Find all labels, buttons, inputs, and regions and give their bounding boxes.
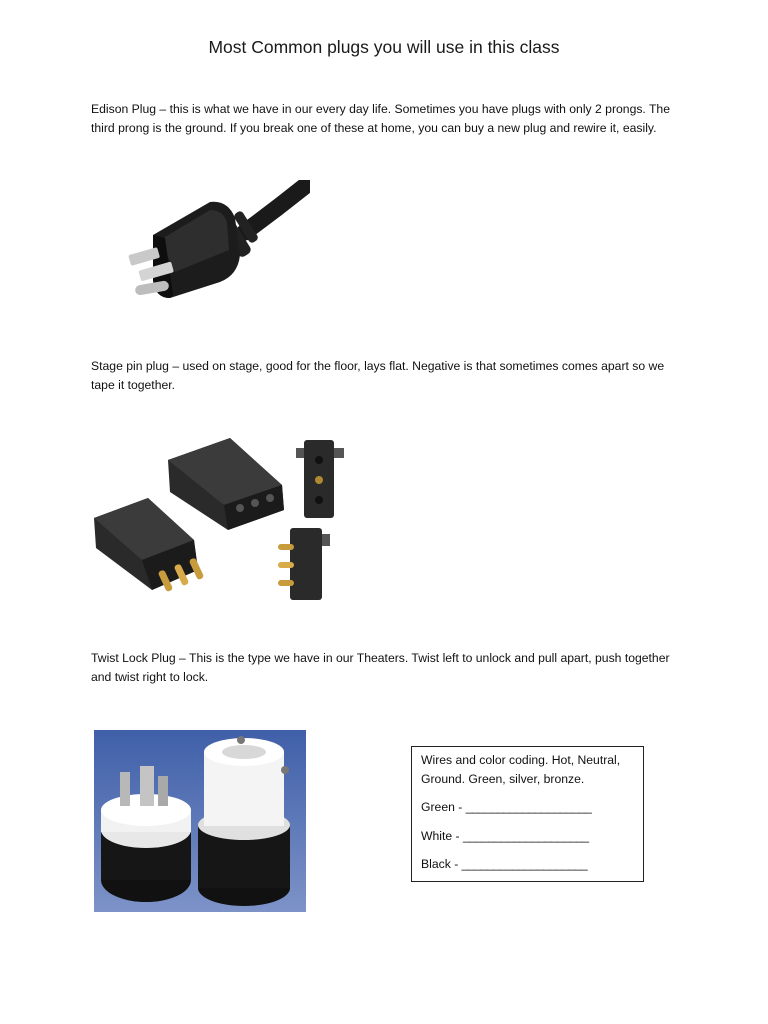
black-wire-label: Black - xyxy=(421,857,459,871)
wires-intro-text: Wires and color coding. Hot, Neutral, Ground. Green, silver, bronze. xyxy=(421,753,621,786)
page-title: Most Common plugs you will use in this class xyxy=(208,37,560,57)
twist-lock-plug-image xyxy=(94,730,306,912)
stage-pin-plug-image xyxy=(90,430,360,610)
black-wire-line xyxy=(421,855,633,874)
edison-plug-text: Edison Plug – this is what we have in our every day life. Sometimes you have plugs with only 2 prongs. The third prong is the ground. If you break one of these at home, you can buy a new plug and rewire it, easily. xyxy=(91,102,670,135)
green-wire-line xyxy=(421,798,633,817)
stage-pin-plug-text: Stage pin plug – used on stage, good for the floor, lays flat. Negative is that sometimes comes apart so we tape it together. xyxy=(91,359,665,392)
white-wire-label: White - xyxy=(421,828,460,843)
twist-lock-plug-text: Twist Lock Plug – This is the type we have in our Theaters. Twist left to unlock and pull apart, push together and twist right to lock. xyxy=(91,651,670,684)
green-wire-blank: ____________________ xyxy=(465,800,592,814)
edison-plug-image xyxy=(125,180,310,305)
green-wire-label: Green - xyxy=(421,800,463,814)
black-wire-blank: ____________________ xyxy=(461,857,588,871)
white-wire-blank: ____________________ xyxy=(463,828,589,843)
white-wire-line xyxy=(421,827,633,846)
wire-color-coding-box xyxy=(411,746,644,882)
